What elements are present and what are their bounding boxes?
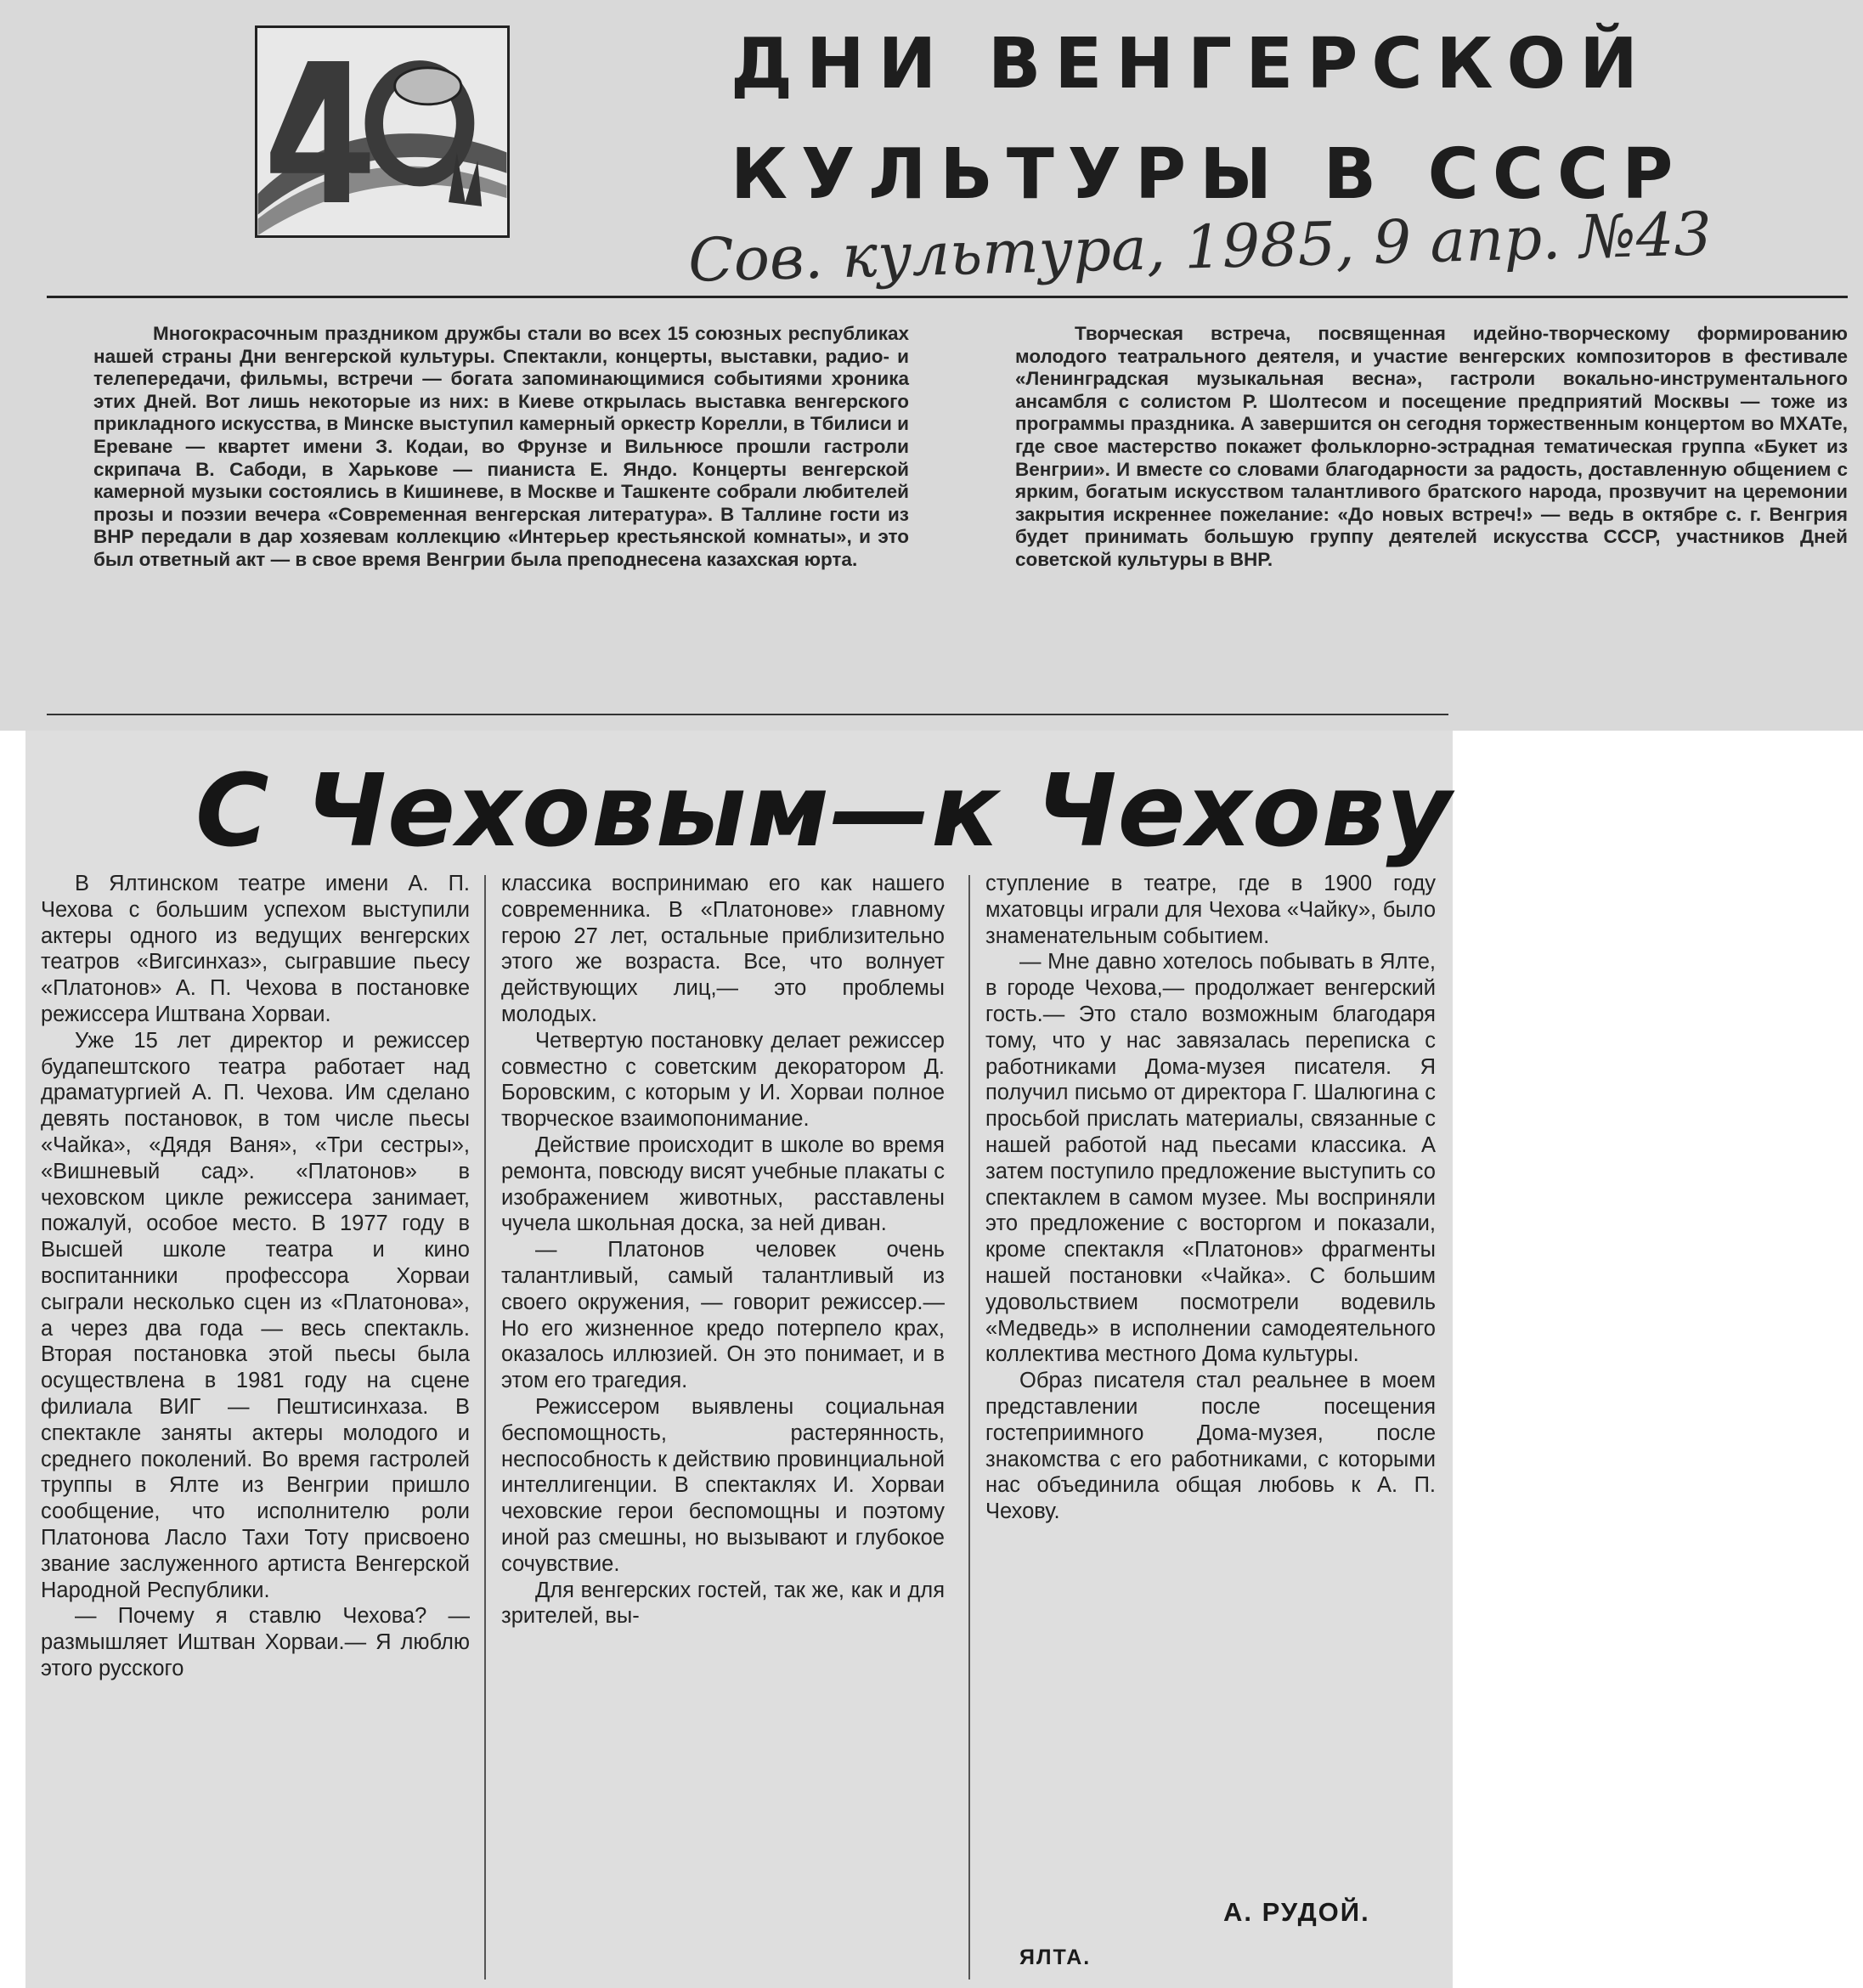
paragraph: Действие происходит в школе во время ремонта, повсюду висят учебные плакаты с изображением животных, расставлены чучела школьная доска, за ней диван. [501,1132,945,1236]
anniversary-emblem-icon [255,25,510,238]
section-title-line-1: ДНИ ВЕНГЕРСКОЙ [731,24,1651,104]
paragraph: Для венгерских гостей, так же, как и для зрителей, вы- [501,1578,945,1629]
column-divider-1 [484,875,486,1980]
author-signature: А. РУДОЙ. [1223,1897,1370,1927]
intro-divider [47,714,1448,715]
paragraph: Четвертую постановку делает режиссер совместно с советским декоратором Д. Боровским, с которым у И. Хорваи полное творческое взаимопонимание. [501,1028,945,1132]
article-headline: С Чеховым—к Чехову [195,752,1453,869]
paragraph: Уже 15 лет директор и режиссер будапештского театра работает над драматургией А. П. Чехова. Им сделано девять постановок, в том числе пьесы «Чайка», «Дядя Ваня», «Три сестры», «Вишневый сад». «Платонов» в чеховском цикле режиссера занимает, пожалуй, особое место. В 1977 году в Высшей школе театра и кино воспитанники профессора Хорваи сыграли несколько сцен из «Платонова», а через два года — весь спектакль. Вторая постановка этой пьесы была осуществлена в 1981 году на сцене филиала ВИГ — Пештисинхаза. В спектакле заняты актеры молодого и среднего поколений. Во время гастролей труппы в Ялте из Венгрии пришло сообщение, что исполнителю роли Платонова Ласло Тахи Тоту присвоено звание заслуженного артиста Венгерской Народной Республики. [41,1028,470,1602]
paragraph: классика воспринимаю его как нашего современника. В «Платонове» главному герою 27 лет, остальные приблизительно этого же возраста. Все, что волнует действующих лиц,— это проблемы молодых. [501,872,945,1026]
article-column-3 [985,871,1436,1525]
article-column-1 [41,871,470,1682]
paragraph: ступление в театре, где в 1900 году мхатовцы играли для Чехова «Чайку», было знаменательным событием. [985,872,1436,948]
paragraph: — Платонов человек очень талантливый, самый талантливый из своего окружения, — говорит режиссер.— Но его жизненное кредо потерпело крах, оказалось иллюзией. Он это понимает, и в этом его трагедия. [501,1238,945,1393]
column-divider-2 [968,875,970,1980]
paragraph: Режиссером выявлены социальная беспомощность, растерянность, неспособность к действию провинциальной интеллигенции. В спектаклях И. Хорваи чеховские герои беспомощны и поэтому иной раз смешны, но вызывают и глубокое сочувствие. [501,1394,945,1576]
header-divider [47,296,1848,298]
intro-text-left: Многокрасочным праздником дружбы стали во всех 15 союзных республиках нашей страны Дни венгерской культуры. Спектакли, концерты, выставки, радио- и телепередачи, фильмы, встречи — богата запоминающимися событиями хроника этих Дней. Вот лишь некоторые из них: в Киеве открылась выставка венгерского прикладного искусства, в Минске выступил камерный оркестр Корелли, в Тбилиси и Ереване — квартет имени З. Кодаи, во Фрунзе и Вильнюсе прошли гастроли скрипача В. Сабоди, в Харькове — пианиста Е. Яндо. Концерты венгерской камерной музыки состоялись в Кишиневе, в Москве и Ташкенте собрали любителей прозы и поэзии вечера «Современная венгерская литература». В Таллине гости из ВНР передали в дар хозяевам коллекцию «Интерьер крестьянской комнаты», и это был ответный акт — в свое время Венгрии была преподнесена казахская юрта. [93,323,909,570]
dateline-place: ЯЛТА. [1019,1946,1092,1969]
section-title-line-2: КУЛЬТУРЫ В СССР [731,134,1687,215]
paragraph: — Мне давно хотелось побывать в Ялте, в городе Чехова,— продолжает венгерский гость.— Это стало возможным благодаря тому, что у нас завязалась переписка с работниками Дома-музея писателя. Я получил письмо от директора Г. Шалюгина с просьбой прислать материалы, связанные с нашей работой над пьесами классика. А затем поступило предложение выступить со спектаклем в самом музее. Мы восприняли это предложение с восторгом и показали, кроме спектакля «Платонов» фрагменты нашей постановки «Чайка». С большим удовольствием посмотрели водевиль «Медведь» в исполнении самодеятельного коллектива местного Дома культуры. [985,950,1436,1367]
paragraph: Образ писателя стал реальнее в моем представлении после посещения гостеприимного Дома-музея, после знакомства с его работниками, с которыми нас объединила общая любовь к А. П. Чехову. [985,1369,1436,1524]
paragraph: — Почему я ставлю Чехова? — размышляет Иштван Хорваи.— Я люблю этого русского [41,1604,470,1680]
handwritten-source-note: Сов. культура, 1985, 9 апр. №43 [687,199,1713,296]
intro-text-right: Творческая встреча, посвященная идейно-творческому формированию молодого театрального деятеля, и участие венгерских композиторов в фестивале «Ленинградская музыкальная весна», гастроли вокально-инструментального ансамбля с солистом Р. Шолтесом и посещение предприятий Москвы — тоже из программы праздника. А завершится он сегодня торжественным концертом во МХАТе, где свое мастерство покажет фольклорно-эстрадная тематическая группа «Букет из Венгрии». И вместе со словами благодарности за радость, доставленную общением с ярким, богатым искусством талантливого братского народа, прозвучит на церемонии закрытия искреннее пожелание: «До новых встреч!» — ведь в октябре с. г. Венгрия будет принимать большую группу деятелей искусства СССР, участников Дней советской культуры в ВНР. [1015,323,1848,570]
paragraph: В Ялтинском театре имени А. П. Чехова с большим успехом выступили актеры одного из ведущих венгерских театров «Вигсинхаз», сыгравшие пьесу «Платонов» А. П. Чехова в постановке режиссера Иштвана Хорваи. [41,872,470,1026]
article-column-2 [501,871,945,1629]
